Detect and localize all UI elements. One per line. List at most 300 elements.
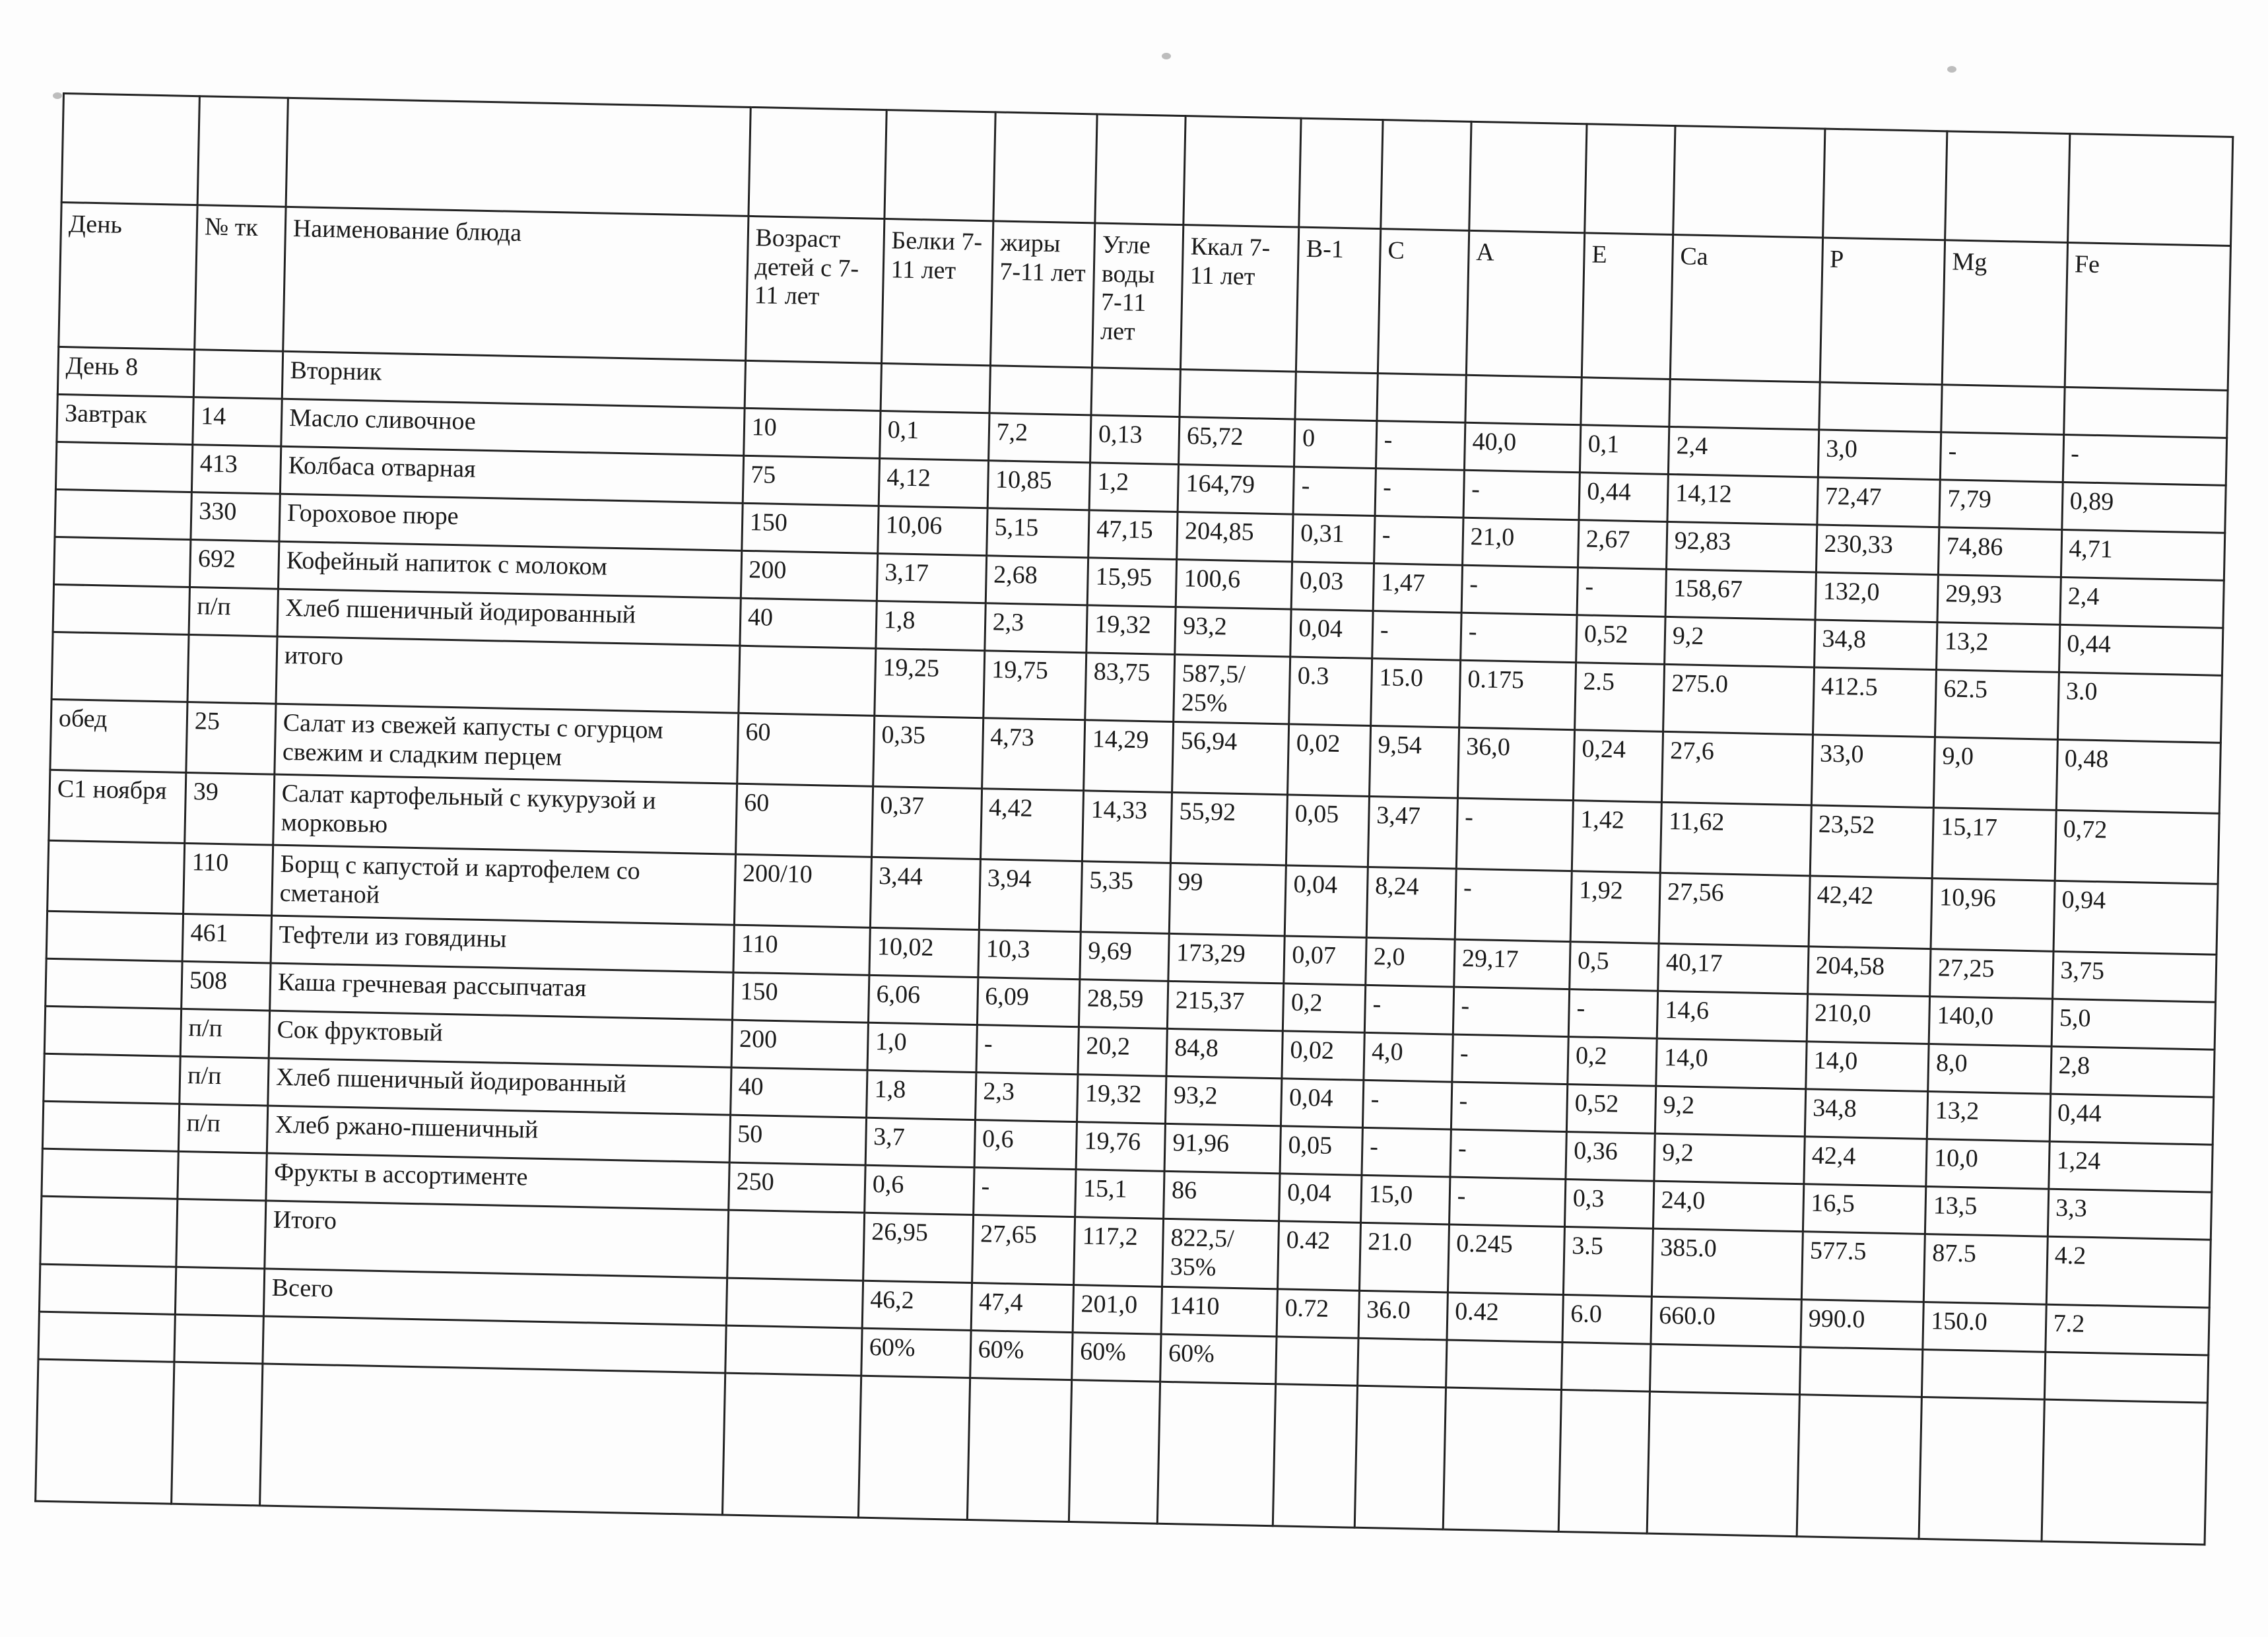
cell-a	[1465, 375, 1582, 425]
cell-c: -	[1375, 469, 1464, 518]
cell-fat: 4,42	[980, 789, 1084, 861]
cell-fe: 7.2	[2045, 1304, 2209, 1355]
cell-b1: 0,04	[1290, 609, 1373, 658]
cell-ca: 385.0	[1651, 1229, 1803, 1300]
cell-portion	[749, 107, 886, 218]
cell-fe: 3.0	[2057, 672, 2222, 743]
cell-dish: Кофейный напиток с молоком	[278, 541, 741, 598]
cell-portion: 250	[728, 1162, 865, 1213]
cell-dish: итого	[276, 636, 740, 713]
cell-kcal: 1410	[1161, 1286, 1278, 1337]
cell-kcal: Ккал 7-11 лет	[1181, 225, 1300, 372]
cell-c: 36.0	[1358, 1290, 1448, 1340]
cell-b1: 0,31	[1292, 514, 1375, 563]
cell-e: 1,92	[1570, 871, 1660, 944]
cell-kcal: 65,72	[1179, 417, 1296, 467]
cell-fe: -	[2063, 434, 2227, 485]
cell-p: 210,0	[1807, 994, 1930, 1044]
cell-dish: Хлеб ржано-пшеничный	[267, 1106, 730, 1162]
cell-e: -	[1568, 989, 1657, 1039]
cell-a	[1469, 121, 1587, 232]
cell-carbs: 14,33	[1083, 791, 1172, 863]
cell-protein: 4,12	[879, 458, 988, 508]
cell-carbs	[1091, 368, 1180, 417]
cell-e	[1558, 1389, 1650, 1533]
cell-fat: 7,2	[988, 413, 1091, 463]
cell-p: 230,33	[1816, 525, 1939, 575]
cell-carbs	[1095, 114, 1185, 225]
cell-ca	[1647, 1391, 1799, 1537]
cell-day	[53, 584, 189, 634]
cell-portion: 200	[741, 551, 877, 601]
cell-carbs: 9,69	[1080, 932, 1169, 982]
cell-protein: 3,17	[877, 553, 986, 603]
cell-a: -	[1452, 1034, 1569, 1085]
cell-p: 42,42	[1809, 876, 1933, 949]
cell-c: 15,0	[1360, 1176, 1450, 1225]
cell-dish: Салат картофельный с кукурузой и морковью	[273, 775, 737, 855]
cell-dish	[286, 98, 750, 216]
cell-kcal: 56,94	[1172, 722, 1289, 795]
cell-ca: 11,62	[1660, 803, 1811, 877]
cell-ca: 92,83	[1666, 521, 1817, 572]
cell-carbs: 201,0	[1073, 1285, 1162, 1334]
cell-fe	[2063, 387, 2228, 438]
cell-tk: п/п	[189, 587, 278, 637]
cell-e: Е	[1582, 233, 1673, 380]
cell-dish: Вторник	[282, 351, 745, 408]
cell-a: 36,0	[1457, 728, 1574, 801]
cell-p: 204,58	[1807, 947, 1931, 997]
cell-carbs: 28,59	[1079, 980, 1168, 1029]
cell-b1: 0,02	[1288, 724, 1371, 796]
cell-a: -	[1453, 987, 1570, 1037]
cell-b1	[1299, 118, 1383, 228]
cell-portion: 50	[729, 1115, 866, 1165]
cell-tk: 413	[191, 445, 281, 494]
cell-day	[61, 94, 199, 205]
cell-mg: 10,0	[1926, 1139, 2050, 1189]
cell-e: 0,3	[1564, 1180, 1653, 1229]
cell-a: -	[1451, 1082, 1568, 1132]
cell-mg: 150.0	[1923, 1302, 2046, 1352]
cell-fe: 4.2	[2046, 1237, 2211, 1308]
cell-e: 0,52	[1566, 1085, 1655, 1134]
cell-b1: 0.72	[1277, 1289, 1359, 1338]
cell-c: 2,0	[1366, 938, 1455, 987]
cell-a: -	[1456, 799, 1573, 871]
cell-day	[44, 1007, 181, 1057]
cell-dish: Наименование блюда	[283, 207, 749, 360]
cell-ca: 24,0	[1653, 1182, 1803, 1232]
cell-ca: 9,2	[1654, 1134, 1805, 1185]
cell-c: -	[1372, 611, 1461, 660]
cell-carbs: 0,13	[1090, 415, 1180, 465]
cell-fat: 60%	[970, 1330, 1073, 1380]
cell-fe: 0,72	[2055, 811, 2220, 885]
cell-ca: 9,2	[1665, 617, 1815, 667]
cell-portion: 110	[733, 925, 870, 976]
cell-tk	[172, 1362, 263, 1506]
cell-mg: 9,0	[1933, 737, 2057, 811]
cell-portion: 200/10	[734, 855, 871, 928]
cell-a: 29,17	[1454, 939, 1571, 989]
cell-kcal: 91,96	[1164, 1124, 1281, 1174]
cell-fat: 47,4	[971, 1283, 1074, 1332]
cell-e: 0,24	[1573, 730, 1663, 803]
cell-fat: 10,85	[987, 461, 1090, 510]
cell-portion: 150	[732, 973, 869, 1023]
cell-c: С	[1378, 229, 1469, 376]
cell-protein: 1,0	[867, 1023, 977, 1073]
cell-protein: 0,6	[864, 1166, 974, 1215]
cell-kcal: 93,2	[1166, 1077, 1283, 1127]
cell-fat: 3,94	[979, 859, 1083, 932]
cell-mg: 10,96	[1931, 879, 2055, 952]
cell-fat: 27,65	[972, 1215, 1075, 1285]
cell-b1: 0.3	[1289, 657, 1372, 726]
cell-b1	[1295, 372, 1378, 420]
cell-day	[48, 841, 185, 914]
cell-fat: 4,73	[982, 718, 1085, 791]
cell-mg: 27,25	[1930, 949, 2053, 999]
cell-c: 4,0	[1364, 1033, 1453, 1083]
cell-mg: 140,0	[1929, 997, 2052, 1047]
cell-fe: 3,3	[2048, 1189, 2212, 1240]
cell-fe: 0,89	[2061, 482, 2226, 533]
cell-c	[1354, 1386, 1446, 1529]
cell-day	[55, 489, 191, 539]
cell-fat: -	[973, 1168, 1076, 1217]
cell-fat	[993, 112, 1097, 223]
cell-p: 42,4	[1803, 1137, 1927, 1187]
cell-c	[1381, 120, 1471, 231]
cell-p: 23,52	[1810, 805, 1934, 879]
cell-a: -	[1461, 565, 1578, 615]
cell-fat: 0,6	[974, 1120, 1077, 1170]
cell-fe	[2044, 1352, 2209, 1403]
cell-kcal: 86	[1164, 1172, 1281, 1222]
cell-protein	[858, 1376, 970, 1520]
cell-mg	[1941, 385, 2065, 435]
cell-kcal: 204,85	[1177, 512, 1294, 562]
cell-dish: Тефтели из говядины	[271, 916, 734, 972]
cell-e	[1581, 378, 1670, 427]
cell-b1	[1276, 1337, 1358, 1386]
cell-dish: Хлеб пшеничный йодированный	[268, 1058, 731, 1115]
cell-portion	[739, 646, 876, 716]
cell-fe: 0,44	[2050, 1094, 2214, 1145]
cell-kcal: 164,79	[1178, 465, 1294, 515]
cell-p	[1799, 1347, 1923, 1397]
cell-carbs	[1069, 1380, 1160, 1523]
cell-mg: 13,5	[1925, 1187, 2048, 1237]
cell-a	[1443, 1387, 1561, 1531]
cell-day	[46, 959, 182, 1009]
cell-ca: 275.0	[1663, 664, 1814, 735]
cell-tk: 508	[182, 962, 271, 1011]
cell-mg: 62.5	[1935, 670, 2059, 740]
cell-a: -	[1461, 613, 1578, 663]
cell-b1: 0	[1294, 419, 1377, 468]
cell-p: 16,5	[1803, 1184, 1926, 1234]
cell-dish: Сок фруктовый	[269, 1011, 732, 1067]
cell-a: 0.42	[1447, 1292, 1564, 1343]
cell-day	[42, 1102, 179, 1152]
cell-ca: 14,0	[1656, 1039, 1807, 1090]
cell-kcal: 215,37	[1167, 982, 1284, 1032]
cell-tk	[197, 96, 288, 207]
cell-p	[1818, 382, 1942, 432]
cell-e	[1562, 1342, 1651, 1391]
cell-fat: 2,68	[985, 556, 1088, 605]
cell-mg	[1921, 1349, 2045, 1399]
cell-portion: 60	[735, 784, 873, 857]
cell-e: 0,44	[1579, 473, 1668, 522]
cell-fat	[989, 366, 1092, 415]
cell-e: 2.5	[1575, 663, 1665, 732]
cell-carbs: 83,75	[1085, 653, 1175, 722]
cell-mg: 15,17	[1932, 808, 2056, 881]
cell-mg: 8,0	[1928, 1044, 2051, 1094]
cell-c: 8,24	[1366, 867, 1456, 940]
cell-tk: 39	[185, 773, 275, 846]
cell-ca: 660.0	[1651, 1296, 1801, 1347]
menu-nutrition-table	[34, 92, 2234, 1545]
cell-tk: 330	[191, 492, 280, 542]
cell-mg	[1945, 131, 2070, 243]
cell-protein: 0,1	[879, 411, 989, 460]
cell-mg: 29,93	[1937, 575, 2061, 625]
cell-c: 9,54	[1369, 726, 1459, 799]
scan-speck	[1947, 66, 1956, 73]
cell-fat: 5,15	[986, 508, 1089, 558]
cell-b1: 0,02	[1282, 1031, 1364, 1080]
cell-carbs: 117,2	[1074, 1217, 1164, 1286]
cell-ca	[1673, 126, 1825, 238]
cell-portion: 150	[741, 503, 878, 553]
scan-speck	[53, 92, 62, 99]
cell-a: 40,0	[1464, 422, 1581, 473]
cell-b1: 0,03	[1291, 562, 1374, 611]
cell-tk: п/п	[180, 1057, 269, 1106]
cell-fat: 2,3	[975, 1073, 1078, 1122]
cell-a: А	[1466, 230, 1585, 377]
cell-c: 1,47	[1373, 564, 1462, 613]
cell-carbs: 1,2	[1089, 463, 1178, 512]
cell-mg	[1919, 1397, 2044, 1541]
cell-carbs: 19,76	[1076, 1122, 1165, 1172]
cell-day	[44, 1054, 180, 1104]
cell-b1: 0,05	[1280, 1126, 1362, 1175]
cell-kcal: 173,29	[1168, 934, 1285, 984]
cell-protein: Белки 7-11 лет	[881, 219, 993, 366]
cell-protein: 0,37	[871, 787, 982, 859]
cell-portion	[726, 1278, 863, 1328]
cell-e: 0,36	[1566, 1132, 1655, 1182]
cell-mg: -	[1940, 432, 2063, 483]
cell-mg: 74,86	[1939, 527, 2062, 578]
cell-carbs: 5,35	[1081, 861, 1170, 934]
cell-day: Завтрак	[57, 394, 193, 444]
cell-e: 0,52	[1576, 615, 1665, 665]
cell-fe: 5,0	[2051, 999, 2216, 1050]
cell-portion	[722, 1373, 861, 1518]
cell-protein: 3,7	[865, 1118, 975, 1168]
cell-tk: 110	[183, 844, 273, 916]
cell-b1: В-1	[1296, 227, 1381, 373]
cell-day: День 8	[57, 347, 194, 397]
cell-p: 14,0	[1805, 1042, 1929, 1092]
cell-c: 21.0	[1359, 1223, 1449, 1292]
cell-p: Р	[1820, 238, 1945, 385]
cell-carbs: 14,29	[1084, 720, 1174, 793]
cell-ca	[1650, 1344, 1800, 1395]
cell-protein: 19,25	[875, 648, 985, 718]
cell-a: -	[1455, 869, 1572, 941]
cell-day	[54, 537, 191, 587]
cell-fe: 2,8	[2050, 1047, 2215, 1098]
cell-dish: Колбаса отварная	[280, 446, 743, 503]
cell-mg: 7,79	[1939, 480, 2063, 530]
cell-fe: 0,48	[2056, 740, 2221, 814]
cell-c: -	[1376, 421, 1465, 471]
cell-e: -	[1577, 568, 1666, 617]
cell-c	[1357, 1338, 1446, 1387]
cell-day: обед	[50, 700, 187, 773]
cell-protein: 10,02	[869, 928, 979, 978]
cell-c: -	[1362, 1128, 1451, 1178]
cell-e: 1,42	[1572, 801, 1661, 873]
scanned-sheet	[36, 92, 2234, 1489]
cell-day	[55, 442, 192, 492]
cell-portion: 40	[740, 598, 877, 648]
cell-p: 34,8	[1814, 620, 1937, 670]
cell-b1: 0,2	[1283, 984, 1366, 1032]
cell-portion: 200	[731, 1020, 868, 1071]
cell-c: 3,47	[1368, 797, 1457, 869]
cell-fe: 1,24	[2048, 1142, 2213, 1193]
cell-protein	[881, 363, 990, 413]
cell-carbs: 60%	[1072, 1332, 1161, 1382]
cell-p: 33,0	[1811, 735, 1935, 808]
cell-portion: 10	[743, 408, 880, 458]
cell-c: -	[1374, 516, 1463, 566]
cell-kcal: 587,5/ 25%	[1174, 654, 1290, 724]
cell-day	[38, 1312, 175, 1362]
cell-portion: 40	[730, 1067, 867, 1118]
cell-b1: 0,04	[1284, 865, 1368, 937]
cell-tk: № тк	[195, 205, 286, 352]
cell-b1: -	[1293, 467, 1376, 516]
cell-carbs: Угле воды 7-11 лет	[1092, 223, 1184, 370]
cell-carbs: 20,2	[1078, 1027, 1167, 1077]
cell-protein: 1,8	[866, 1071, 976, 1120]
cell-fat: жиры 7-11 лет	[990, 221, 1095, 368]
cell-dish: Масло сливочное	[281, 399, 745, 455]
cell-kcal: 55,92	[1171, 793, 1288, 865]
cell-a: -	[1450, 1129, 1567, 1180]
cell-dish: Каша гречневая рассыпчатая	[270, 963, 733, 1020]
cell-a: 0.175	[1459, 660, 1576, 730]
cell-dish: Итого	[265, 1201, 729, 1277]
cell-day	[40, 1197, 178, 1267]
cell-mg: 13,2	[1927, 1092, 2050, 1142]
cell-dish: Гороховое пюре	[279, 494, 743, 551]
cell-tk	[178, 1152, 267, 1201]
cell-dish: Фрукты в ассортименте	[266, 1153, 729, 1210]
cell-carbs: 47,15	[1088, 510, 1178, 560]
cell-a: -	[1449, 1177, 1566, 1227]
cell-protein: 6,06	[868, 976, 978, 1025]
cell-tk: 25	[186, 702, 276, 775]
cell-a: -	[1463, 470, 1580, 520]
cell-e: 0,2	[1568, 1037, 1657, 1086]
cell-mg: Mg	[1942, 240, 2067, 387]
cell-carbs: 15,95	[1087, 558, 1176, 607]
cell-portion: 60	[737, 714, 874, 787]
cell-tk: п/п	[178, 1104, 267, 1154]
cell-carbs: 19,32	[1077, 1075, 1166, 1124]
cell-fat: 2,3	[984, 603, 1087, 653]
cell-tk: 692	[190, 540, 279, 589]
cell-protein	[884, 110, 995, 221]
cell-mg: 87.5	[1923, 1234, 2047, 1304]
cell-fat	[967, 1378, 1072, 1521]
cell-portion	[727, 1210, 864, 1280]
cell-c	[1377, 374, 1466, 423]
cell-kcal	[1157, 1382, 1275, 1525]
cell-c: -	[1364, 986, 1453, 1035]
cell-ca	[1669, 379, 1820, 430]
cell-c: -	[1362, 1081, 1451, 1130]
cell-mg: 13,2	[1937, 622, 2060, 673]
cell-day	[36, 1359, 174, 1504]
cell-ca: 27,6	[1661, 732, 1813, 806]
cell-kcal: 60%	[1160, 1334, 1277, 1384]
cell-tk	[176, 1199, 266, 1269]
cell-kcal: 822,5/ 35%	[1162, 1219, 1279, 1289]
cell-ca: Са	[1670, 235, 1822, 383]
cell-tk: 461	[182, 914, 271, 964]
cell-p: 34,8	[1805, 1089, 1928, 1139]
cell-dish: Хлеб пшеничный йодированный	[277, 589, 741, 646]
cell-c: 15.0	[1371, 658, 1461, 727]
cell-protein: 46,2	[862, 1281, 972, 1330]
cell-carbs: 15,1	[1075, 1170, 1164, 1219]
cell-a	[1446, 1340, 1562, 1390]
cell-fat: -	[976, 1025, 1079, 1075]
cell-dish	[260, 1364, 725, 1515]
cell-fe	[2042, 1399, 2208, 1545]
cell-ca: 14,12	[1667, 474, 1818, 525]
cell-day	[42, 1149, 178, 1199]
cell-p	[1822, 129, 1947, 240]
cell-b1: 0,05	[1286, 795, 1370, 867]
cell-b1: 0.42	[1278, 1221, 1361, 1290]
cell-fat: 6,09	[977, 978, 1080, 1027]
cell-tk	[174, 1314, 263, 1364]
cell-b1: 0,04	[1279, 1174, 1362, 1222]
cell-carbs: 19,32	[1086, 605, 1176, 655]
cell-p: 990.0	[1801, 1299, 1924, 1349]
cell-b1: 0,07	[1284, 936, 1366, 985]
cell-portion: Возраст детей с 7-11 лет	[745, 216, 884, 363]
cell-portion	[745, 360, 881, 411]
cell-fat: 19,75	[983, 651, 1086, 720]
cell-fat: 10,3	[978, 930, 1081, 980]
scan-speck	[1162, 53, 1171, 59]
